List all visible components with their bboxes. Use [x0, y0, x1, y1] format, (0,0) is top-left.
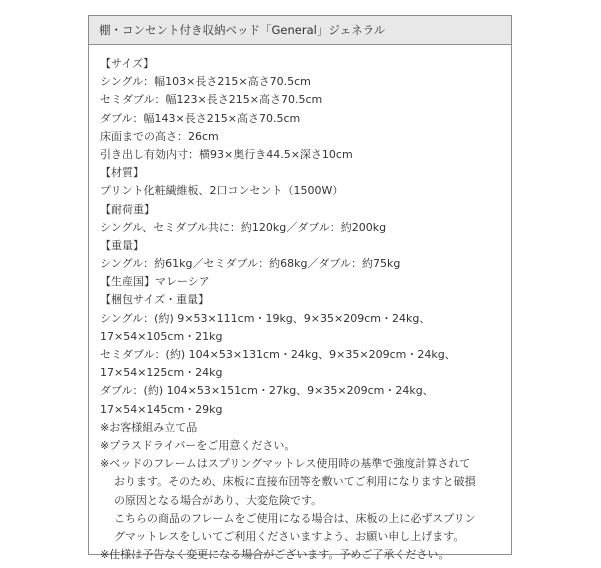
note-frame-line-2: おります。そのため、床板に直接布団等を敷いてご利用になりますと破損: [114, 475, 476, 489]
spec-heading-material: 【材質】: [100, 166, 144, 180]
spec-package-semi-double: セミダブル：(約) 104×53×131cm・24kg、9×35×209cm・24kg、: [100, 348, 456, 361]
note-spec-change: ※仕様は予告なく変更になる場合がございます。予めご了承ください。: [100, 548, 450, 562]
spec-package-double: ダブル：(約) 104×53×151cm・27kg、9×35×209cm・24kg、: [100, 384, 434, 398]
spec-size-single: シングル：幅103×長さ215×高さ70.5cm: [100, 75, 311, 89]
product-spec-panel: [88, 15, 512, 562]
spec-package-single-cont: 17×54×105cm・21kg: [100, 329, 223, 343]
spec-package-single: シングル：(約) 9×53×111cm・19kg、9×35×209cm・24kg、: [100, 311, 431, 325]
spec-heading-size: 【サイズ】: [100, 57, 155, 70]
note-frame-line-5: グマットレスをしいてご利用くださいますよう、お願い申し上げます。: [114, 529, 465, 543]
spec-package-double-cont: 17×54×145cm・29kg: [100, 402, 223, 416]
spec-heading-weight: 【重量】: [100, 238, 144, 252]
spec-weight: シングル：約61kg／セミダブル：約68kg／ダブル：約75kg: [100, 257, 401, 271]
spec-size-double: ダブル：幅143×長さ215×高さ70.5cm: [100, 111, 301, 125]
spec-load: シングル、セミダブル共に：約120kg／ダブル：約200kg: [100, 220, 387, 234]
product-title: 棚・コンセント付き収納ベッド「General」ジェネラル: [89, 16, 511, 45]
spec-drawer-inner-size: 引き出し有効内寸：横93×奥行き44.5×深さ10cm: [100, 147, 353, 161]
spec-floor-height: 床面までの高さ：26cm: [100, 129, 219, 143]
spec-heading-load: 【耐荷重】: [100, 202, 155, 216]
spec-material: プリント化粧繊維板、2口コンセント（1500W）: [100, 184, 344, 198]
note-frame-line-4: こちらの商品のフレームをご使用になる場合は、床板の上に必ずスプリン: [114, 511, 476, 525]
note-driver: ※プラスドライバーをご用意ください。: [100, 438, 296, 452]
note-assembly: ※お客様組み立て品: [100, 420, 198, 434]
note-frame-line-1: ※ベッドのフレームはスプリングマットレス使用時の基準で強度計算されて: [100, 457, 471, 471]
spec-country: 【生産国】マレーシア: [100, 275, 210, 289]
spec-heading-package: 【梱包サイズ・重量】: [100, 293, 210, 307]
note-frame-line-3: の原因となる場合があり、大変危険です。: [114, 493, 323, 507]
spec-list: [100, 55, 505, 564]
spec-size-semi-double: セミダブル：幅123×長さ215×高さ70.5cm: [100, 93, 323, 107]
spec-package-semi-double-cont: 17×54×125cm・24kg: [100, 366, 223, 380]
